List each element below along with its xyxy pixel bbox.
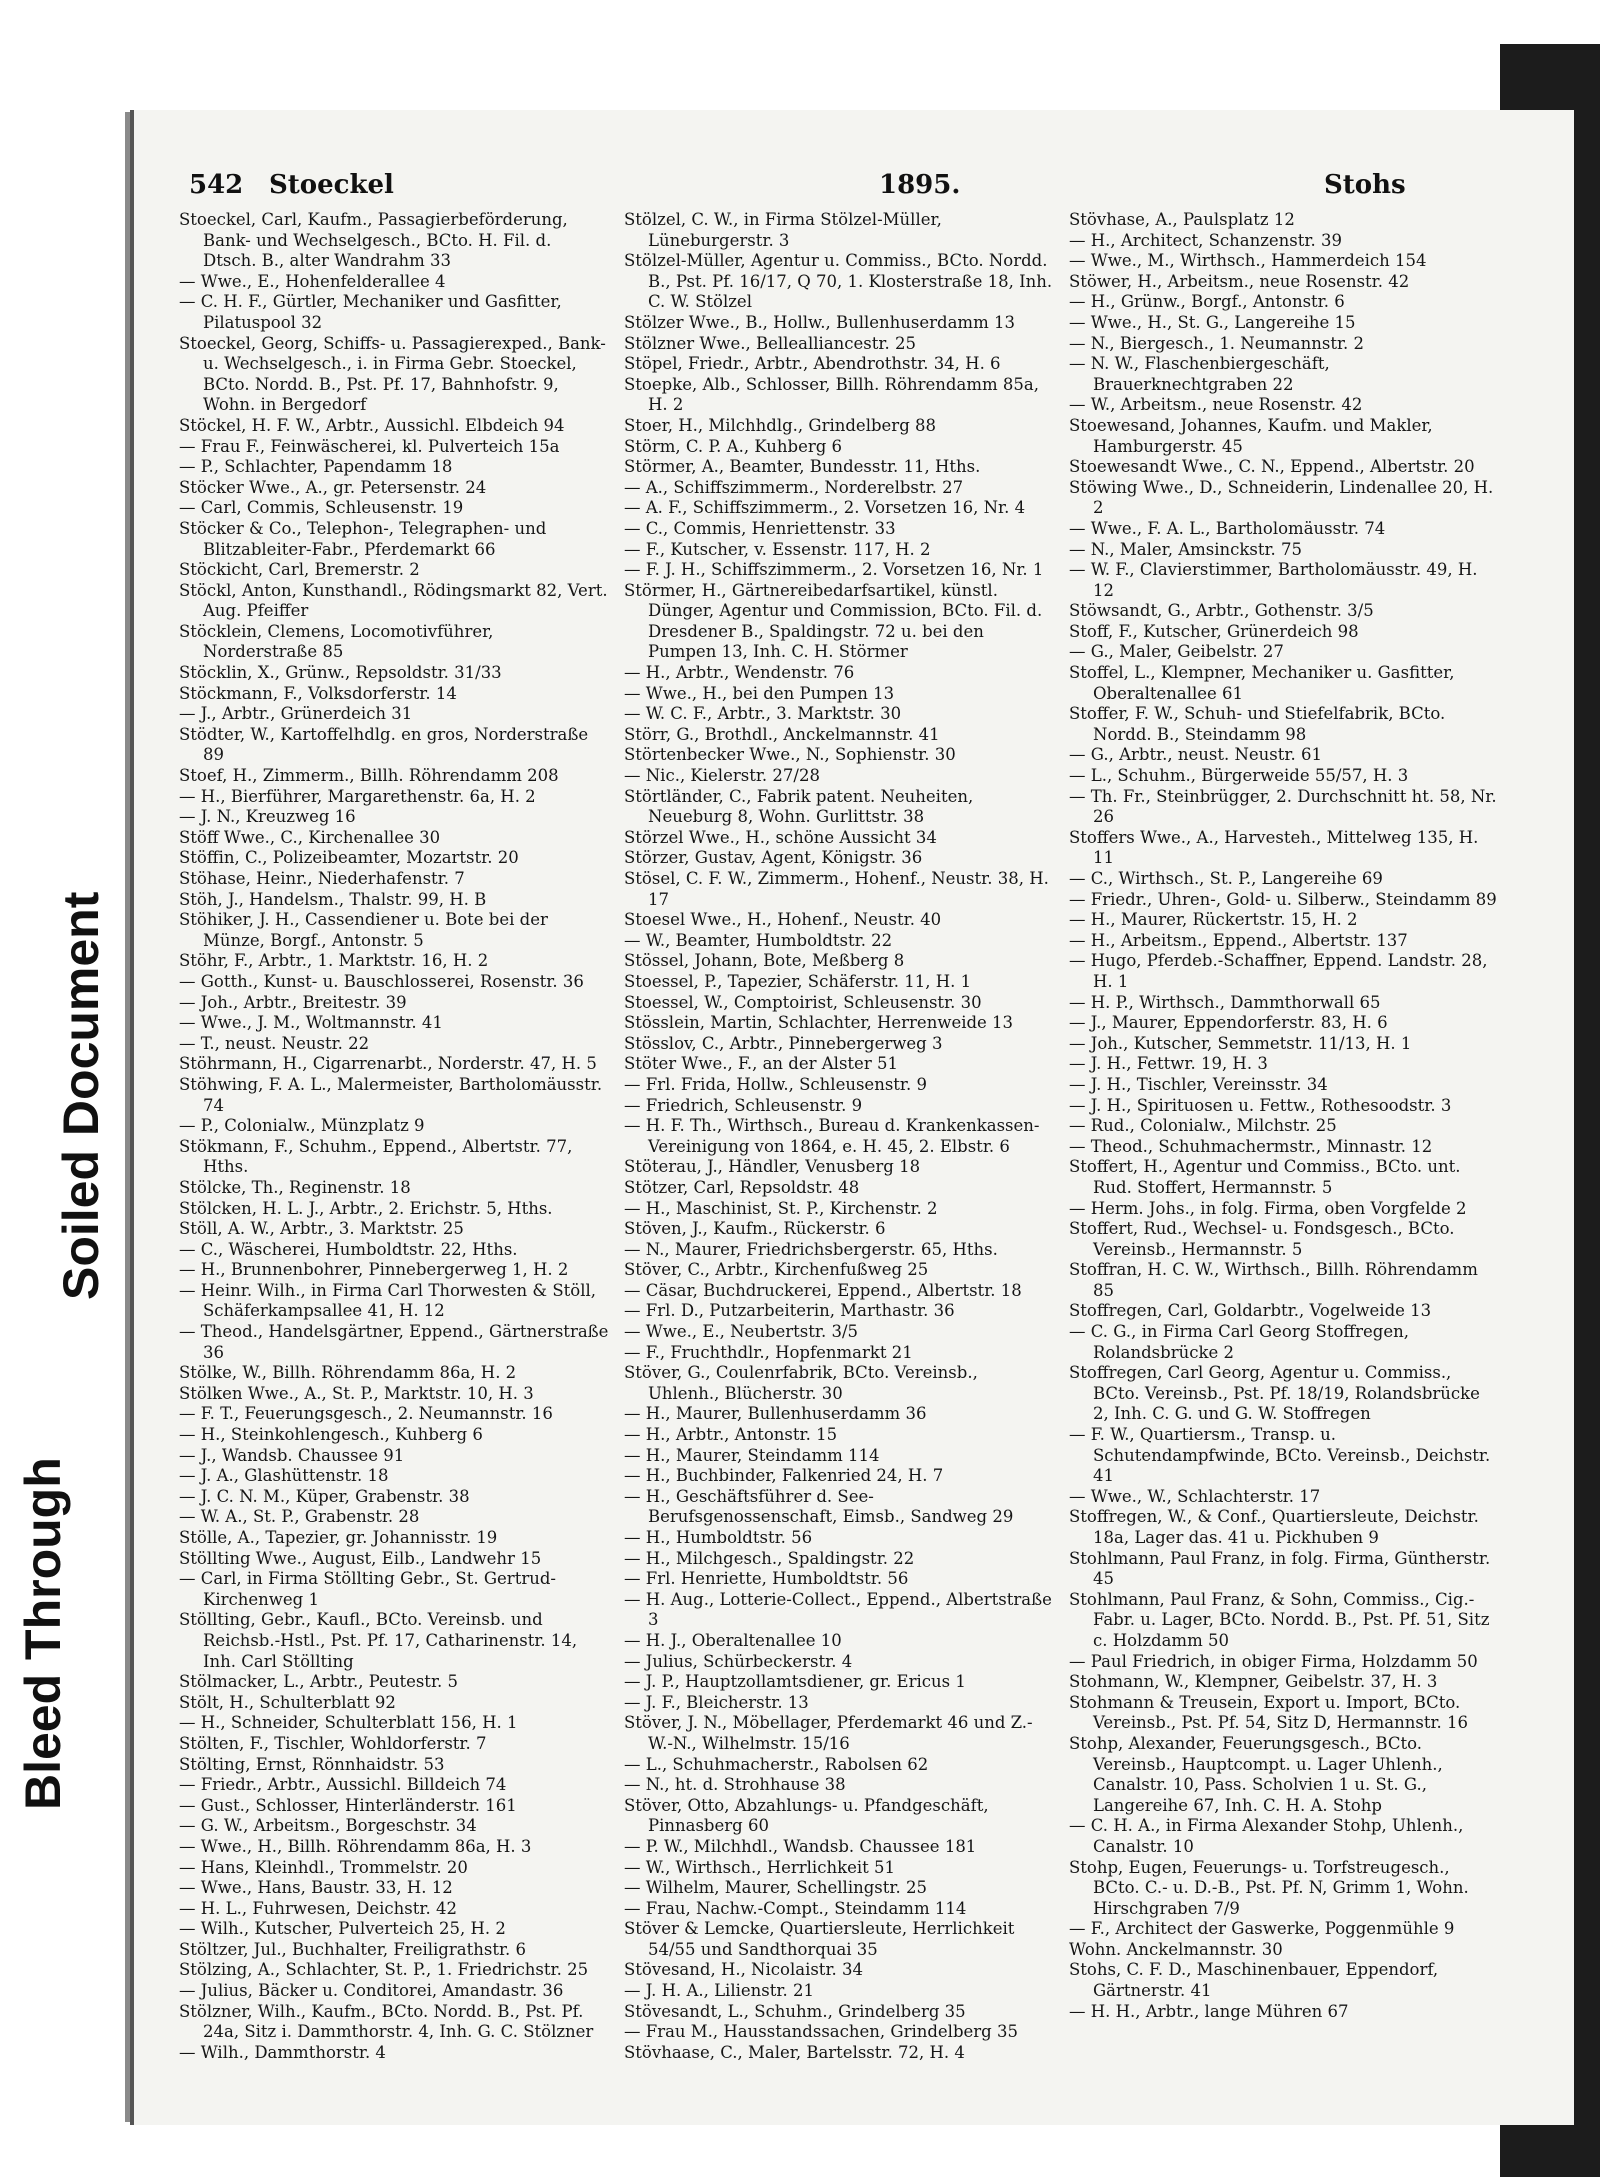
directory-entry: — H. F. Th., Wirthsch., Bureau d. Krankenkassen-Vereinigung von 1864, e. H. 45, 2. Elbstr. 6 [624,1116,1040,1156]
directory-entry: — J. P., Hauptzollamtsdiener, gr. Ericus 1 [624,1672,966,1692]
directory-entry: — Frl. D., Putzarbeiterin, Marthastr. 36 [624,1301,955,1321]
directory-entry: Stoesel Wwe., H., Hohenf., Neustr. 40 [624,910,942,930]
directory-entry: — Frl. Henriette, Humboldtstr. 56 [624,1569,909,1589]
scan-annotation [0,0,128,2177]
soiled-document-label: Soiled Document [53,891,109,1300]
directory-entry: — N., Maurer, Friedrichsbergerstr. 65, Hths. [624,1239,998,1259]
directory-entry: — Frl. Frida, Hollw., Schleusenstr. 9 [624,1074,927,1094]
directory-entry: — Hugo, Pferdeb.-Schaffner, Eppend. Landstr. 28, H. 1 [1069,951,1488,991]
directory-entry: — L., Schuhm., Bürgerweide 55/57, H. 3 [1069,766,1409,786]
directory-entry: — Joh., Arbtr., Breitestr. 39 [179,992,407,1012]
directory-entry: — G., Maler, Geibelstr. 27 [1069,642,1284,662]
directory-entry: Stöver, J. N., Möbellager, Pferdemarkt 46 und Z.-W.-N., Wilhelmstr. 15/16 [624,1713,1033,1753]
directory-entry: Stölzner Wwe., Bellealliancestr. 25 [624,333,916,353]
directory-entry: Stöpel, Friedr., Arbtr., Abendrothstr. 34, H. 6 [624,354,1001,374]
directory-entry: — Nic., Kielerstr. 27/28 [624,766,820,786]
directory-entry: — F. J. H., Schiffszimmerm., 2. Vorsetzen 16, Nr. 1 [624,560,1044,580]
directory-entry: Stöckmann, F., Volksdorferstr. 14 [179,683,457,703]
directory-entry: — H., Arbtr., Antonstr. 15 [624,1425,838,1445]
directory-entry: Wohn. Anckelmannstr. 30 [1069,1939,1283,1959]
bleed-through-label: Bleed Through [15,1457,71,1810]
directory-entry: Stölten, F., Tischler, Wohldorferstr. 7 [179,1733,487,1753]
directory-entry: Stöver, Otto, Abzahlungs- u. Pfandgeschäft, Pinnasberg 60 [624,1795,989,1836]
directory-entry: — Wwe., Hans, Baustr. 33, H. 12 [179,1878,453,1898]
directory-entry: Stöhr, F., Arbtr., 1. Marktstr. 16, H. 2 [179,951,489,971]
directory-entry: Stöckl, Anton, Kunsthandl., Rödingsmarkt 82, Vert. Aug. Pfeiffer [179,580,608,621]
directory-entry: — Wwe., W., Schlachterstr. 17 [1069,1486,1321,1506]
directory-entry: — Frau M., Hausstandssachen, Grindelberg 35 [624,2022,1018,2042]
directory-entry: — Gotth., Kunst- u. Bauschlosserei, Rosenstr. 36 [179,971,584,991]
directory-entry: Stöhiker, J. H., Cassendiener u. Bote bei der Münze, Borgf., Antonstr. 5 [179,910,548,950]
directory-entry: — W. C. F., Arbtr., 3. Marktstr. 30 [624,704,902,724]
directory-entry: Stöltzer, Jul., Buchhalter, Freiligrathstr. 6 [179,1939,527,1959]
directory-entry: — Carl, in Firma Stöllting Gebr., St. Gertrud-Kirchenweg 1 [179,1569,556,1609]
directory-entry: — H., Maurer, Bullenhuserdamm 36 [624,1404,927,1424]
directory-entry: — H., Maurer, Rückertstr. 15, H. 2 [1069,910,1358,930]
directory-entry: — H., Geschäftsführer d. See-Berufsgenossenschaft, Eimsb., Sandweg 29 [624,1486,1014,1527]
directory-entry: Stoeckel, Georg, Schiffs- u. Passagierexped., Bank- u. Wechselgesch., i. in Firma Gebr. Stoeckel, BCto. Nordd. B., Pst. Pf. 17, Bahnhofstr. 9, Wohn. in Bergedorf [179,333,606,415]
directory-entry: Stövhaase, C., Maler, Bartelsstr. 72, H. 4 [624,2042,965,2062]
directory-entry: Stoewesand, Johannes, Kaufm. und Makler, Hamburgerstr. 45 [1069,415,1433,456]
directory-entry: — Theod., Schuhmachermstr., Minnastr. 12 [1069,1136,1433,1156]
directory-entry: — F. T., Feuerungsgesch., 2. Neumannstr. 16 [179,1404,553,1424]
directory-entry: Stoffert, Rud., Wechsel- u. Fondsgesch., BCto. Vereinsb., Hermannstr. 5 [1069,1219,1455,1259]
directory-entry: Stössel, Johann, Bote, Meßberg 8 [624,951,905,971]
directory-entry: — H. L., Fuhrwesen, Deichstr. 42 [179,1898,457,1918]
directory-entry: Stoepke, Alb., Schlosser, Billh. Röhrendamm 85a, H. 2 [624,374,1039,415]
directory-entry: Stöwsandt, G., Arbtr., Gothenstr. 3/5 [1069,601,1374,621]
directory-entry: — Wilh., Dammthorstr. 4 [179,2042,386,2062]
directory-entry: Stöckicht, Carl, Bremerstr. 2 [179,560,420,580]
directory-entry: — F., Kutscher, v. Essenstr. 117, H. 2 [624,539,931,559]
directory-entry: — W., Wirthsch., Herrlichkeit 51 [624,1857,895,1877]
right-heading: Stohs [1324,170,1406,200]
directory-entry: Stölzel, C. W., in Firma Stölzel-Müller, Lüneburgerstr. 3 [624,210,942,250]
directory-entry: — A., Schiffszimmerm., Norderelbstr. 27 [624,477,964,497]
directory-entry: — J. N., Kreuzweg 16 [179,807,356,827]
directory-entry: — H., Maschinist, St. P., Kirchenstr. 2 [624,1198,938,1218]
directory-entry: — F. W., Quartiersm., Transp. u. Schutendampfwinde, BCto. Vereinsb., Deichstr. 41 [1069,1425,1491,1486]
directory-entry: Stölt, H., Schulterblatt 92 [179,1692,396,1712]
left-heading: Stoeckel [269,170,394,200]
directory-entry: Stöwer, H., Arbeitsm., neue Rosenstr. 42 [1069,271,1410,291]
directory-entry: Stöllting Wwe., August, Eilb., Landwehr 15 [179,1548,542,1568]
column-2 [624,210,1054,2063]
directory-entry: — Julius, Schürbeckerstr. 4 [624,1651,853,1671]
directory-entry: — J. F., Bleicherstr. 13 [624,1692,809,1712]
directory-entry: — C., Wirthsch., St. P., Langereihe 69 [1069,869,1383,888]
directory-entry: — H., Architect, Schanzenstr. 39 [1069,230,1342,250]
directory-entry: Stoffregen, Carl Georg, Agentur u. Commiss., BCto. Vereinsb., Pst. Pf. 18/19, Rolandsbrücke 2, Inh. C. G. und G. W. Stoffregen [1069,1363,1480,1424]
directory-entry: — W. A., St. P., Grabenstr. 28 [179,1507,420,1527]
directory-entry: — H., Humboldtstr. 56 [624,1528,813,1547]
directory-entry: Störtländer, C., Fabrik patent. Neuheiten, Neueburg 8, Wohn. Gurlittstr. 38 [624,786,974,827]
directory-entry: Stöver, C., Arbtr., Kirchenfußweg 25 [624,1260,929,1280]
directory-entry: Stöcker & Co., Telephon-, Telegraphen- und Blitzableiter-Fabr., Pferdemarkt 66 [179,518,547,559]
directory-entry: Stölke, W., Billh. Röhrendamm 86a, H. 2 [179,1363,517,1383]
directory-entry: — P., Schlachter, Papendamm 18 [179,457,453,477]
directory-entry: Stoffregen, W., & Conf., Quartiersleute, Deichstr. 18a, Lager das. 41 u. Pickhuben 9 [1069,1507,1479,1547]
directory-entry: Stöff Wwe., C., Kirchenallee 30 [179,827,441,847]
directory-entry: Stohmann, W., Klempner, Geibelstr. 37, H. 3 [1069,1672,1438,1692]
directory-entry: — J. A., Glashüttenstr. 18 [179,1466,389,1486]
directory-entry: — Frau F., Feinwäscherei, kl. Pulverteich 15a [179,436,560,456]
directory-entry: Stöhrmann, H., Cigarrenarbt., Norderstr. 47, H. 5 [179,1054,597,1074]
directory-entry: Stötzer, Carl, Repsoldstr. 48 [624,1177,860,1197]
directory-entry: Stölzner, Wilh., Kaufm., BCto. Nordd. B., Pst. Pf. 24a, Sitz i. Dammthorstr. 4, Inh. G. C. Stölzner [179,2001,594,2042]
directory-entry: — W. F., Clavierstimmer, Bartholomäusstr. 49, H. 12 [1069,560,1478,600]
directory-entry: Stoffregen, Carl, Goldarbtr., Vogelweide 13 [1069,1301,1432,1321]
directory-entry: Stöter Wwe., F., an der Alster 51 [624,1054,898,1074]
directory-entry: — Wwe., E., Neubertstr. 3/5 [624,1322,858,1342]
directory-entry: Stövhase, A., Paulsplatz 12 [1069,210,1295,229]
directory-entry: — Theod., Handelsgärtner, Eppend., Gärtnerstraße 36 [179,1322,609,1362]
directory-entry: — J. H., Tischler, Vereinsstr. 34 [1069,1074,1328,1094]
directory-entry: — Th. Fr., Steinbrügger, 2. Durchschnitt ht. 58, Nr. 26 [1069,786,1497,827]
directory-entry: — Wwe., H., St. G., Langereihe 15 [1069,312,1356,332]
directory-entry: — H., Bierführer, Margarethenstr. 6a, H. 2 [179,786,536,806]
directory-entry: Stölmacker, L., Arbtr., Peutestr. 5 [179,1672,459,1692]
directory-entry: — N., Maler, Amsinckstr. 75 [1069,539,1303,559]
directory-entry: Stöckel, H. F. W., Arbtr., Aussichl. Elbdeich 94 [179,415,565,435]
directory-entry: — H. P., Wirthsch., Dammthorwall 65 [1069,992,1381,1012]
directory-entry: — H., Buchbinder, Falkenried 24, H. 7 [624,1466,944,1486]
directory-entry: Stoessel, W., Comptoirist, Schleusenstr. 30 [624,992,982,1012]
directory-entry: Stöwing Wwe., D., Schneiderin, Lindenallee 20, H. 2 [1069,477,1494,518]
directory-entry: — C. H. A., in Firma Alexander Stohp, Uhlenh., Canalstr. 10 [1069,1816,1464,1856]
directory-entry: — Wwe., F. A. L., Bartholomäusstr. 74 [1069,518,1386,538]
directory-entry: — N., ht. d. Strohhause 38 [624,1775,846,1795]
directory-entry: — C., Wäscherei, Humboldtstr. 22, Hths. [179,1239,518,1259]
directory-entry: Stöffin, C., Polizeibeamter, Mozartstr. 20 [179,848,519,868]
directory-entry: — Wilhelm, Maurer, Schellingstr. 25 [624,1878,927,1898]
directory-entry: — H., Brunnenbohrer, Pinnebergerweg 1, H. 2 [179,1260,569,1280]
directory-entry: Stödter, W., Kartoffelhdlg. en gros, Norderstraße 89 [179,724,589,765]
year-heading: 1895. [879,170,961,200]
directory-entry: Stölzing, A., Schlachter, St. P., 1. Friedrichstr. 25 [179,1960,589,1980]
directory-entry: — H., Milchgesch., Spaldingstr. 22 [624,1548,915,1568]
directory-entry: Stölting, Ernst, Rönnhaidstr. 53 [179,1754,445,1774]
directory-entry: — C., Commis, Henriettenstr. 33 [624,518,896,538]
directory-entry: — N. W., Flaschenbiergeschäft, Brauerknechtgraben 22 [1069,354,1330,394]
directory-entry: — H. H., Arbtr., lange Mühren 67 [1069,2001,1349,2021]
directory-entry: — Wwe., H., bei den Pumpen 13 [624,683,895,703]
directory-entry: Stoer, H., Milchhdlg., Grindelberg 88 [624,415,936,435]
directory-entry: — N., Biergesch., 1. Neumannstr. 2 [1069,333,1365,353]
directory-entry: Stölcken, H. L. J., Arbtr., 2. Erichstr. 5, Hths. [179,1198,553,1218]
directory-entry: — G. W., Arbeitsm., Borgeschstr. 34 [179,1816,477,1836]
directory-entry: — G., Arbtr., neust. Neustr. 61 [1069,745,1322,765]
directory-entry: — W., Beamter, Humboldtstr. 22 [624,930,893,950]
directory-entry: Stöll, A. W., Arbtr., 3. Marktstr. 25 [179,1219,464,1239]
directory-entry: — W., Arbeitsm., neue Rosenstr. 42 [1069,395,1363,415]
directory-entry: Stölzel-Müller, Agentur u. Commiss., BCto. Nordd. B., Pst. Pf. 16/17, Q 70, 1. Klosterstraße 18, Inh. C. W. Stölzel [624,251,1053,312]
directory-entry: — Joh., Kutscher, Semmetstr. 11/13, H. 1 [1069,1033,1412,1053]
directory-entry: — Cäsar, Buchdruckerei, Eppend., Albertstr. 18 [624,1280,1022,1300]
directory-entry: Stoffer, F. W., Schuh- und Stiefelfabrik, BCto. Nordd. B., Steindamm 98 [1069,704,1446,744]
column-1 [179,210,609,2063]
directory-page [130,110,1574,2125]
directory-entry: — F., Architect der Gaswerke, Poggenmühle 9 [1069,1919,1455,1939]
directory-entry: — Friedrich, Schleusenstr. 9 [624,1095,863,1115]
directory-entry: Stoffel, L., Klempner, Mechaniker u. Gasfitter, Oberaltenallee 61 [1069,663,1455,703]
directory-entry: Stoeckel, Carl, Kaufm., Passagierbeförderung, Bank- und Wechselgesch., BCto. H. Fil. d. Dtsch. B., alter Wandrahm 33 [179,210,568,271]
directory-entry: Stöven, J., Kaufm., Rückerstr. 6 [624,1219,886,1239]
directory-entry: — Friedr., Uhren-, Gold- u. Silberw., Steindamm 89 [1069,889,1497,909]
directory-entry: — Rud., Colonialw., Milchstr. 25 [1069,1116,1337,1136]
directory-entry: — Wwe., E., Hohenfelderallee 4 [179,271,446,291]
directory-entry: — L., Schuhmacherstr., Rabolsen 62 [624,1754,929,1774]
directory-entry: Störr, G., Brothdl., Anckelmannstr. 41 [624,724,940,744]
directory-entry: — H., Grünw., Borgf., Antonstr. 6 [1069,292,1345,312]
directory-entry: — J., Wandsb. Chaussee 91 [179,1445,405,1465]
directory-entry: Stohp, Alexander, Feuerungsgesch., BCto. Vereinsb., Hauptcompt. u. Lager Uhlenh., Canalstr. 10, Pass. Scholvien 1 u. St. G., Langereihe 67, Inh. C. H. A. Stohp [1069,1733,1443,1815]
directory-entry: Stösslein, Martin, Schlachter, Herrenweide 13 [624,1013,1014,1033]
directory-entry: — Herm. Johs., in folg. Firma, oben Vorgfelde 2 [1069,1198,1467,1218]
directory-entry: — H., Arbeitsm., Eppend., Albertstr. 137 [1069,930,1408,950]
directory-entry: — H., Steinkohlengesch., Kuhberg 6 [179,1425,483,1445]
directory-entry: — Friedr., Arbtr., Aussichl. Billdeich 74 [179,1775,507,1795]
directory-entry: Störmer, H., Gärtnereibedarfsartikel, künstl. Dünger, Agentur und Commission, BCto. Fil. d. Dresdener B., Spaldingstr. 72 u. bei den Pumpen 13, Inh. C. H. Störmer [624,580,1043,662]
directory-entry: Stoff, F., Kutscher, Grünerdeich 98 [1069,621,1359,641]
directory-entry: Stoffers Wwe., A., Harvesteh., Mittelweg 135, H. 11 [1069,827,1479,868]
directory-entry: Stöllting, Gebr., Kaufl., BCto. Vereinsb. und Reichsb.-Hstl., Pst. Pf. 17, Catharinenstr. 14, Inh. Carl Stöllting [179,1610,578,1671]
directory-entry: Störmer, A., Beamter, Bundesstr. 11, Hths. [624,457,981,477]
directory-entry: Stölle, A., Tapezier, gr. Johannisstr. 19 [179,1528,498,1547]
directory-entry: Stohp, Eugen, Feuerungs- u. Torfstreugesch., BCto. C.- u. D.-B., Pst. Pf. N, Grimm 1, Wohn. Hirschgraben 7/9 [1069,1857,1469,1918]
directory-entry: Stoffert, H., Agentur und Commiss., BCto. unt. Rud. Stoffert, Hermannstr. 5 [1069,1157,1461,1197]
directory-entry: Stöhwing, F. A. L., Malermeister, Bartholomäusstr. 74 [179,1074,603,1115]
directory-entry: — Wilh., Kutscher, Pulverteich 25, H. 2 [179,1919,506,1939]
directory-entry: — Frau, Nachw.-Compt., Steindamm 114 [624,1898,967,1918]
directory-entry: Stölcke, Th., Reginenstr. 18 [179,1177,411,1197]
directory-entry: — J. H., Fettwr. 19, H. 3 [1069,1054,1268,1074]
directory-entry: — Wwe., H., Billh. Röhrendamm 86a, H. 3 [179,1836,532,1856]
directory-entry: Stöterau, J., Händler, Venusberg 18 [624,1157,921,1177]
directory-entry: Stoffran, H. C. W., Wirthsch., Billh. Röhrendamm 85 [1069,1260,1478,1300]
directory-entry: Stoessel, P., Tapezier, Schäferstr. 11, H. 1 [624,971,972,991]
directory-entry: Störm, C. P. A., Kuhberg 6 [624,436,843,456]
directory-entry: Stösslov, C., Arbtr., Pinnebergerweg 3 [624,1033,943,1053]
directory-entry: — Gust., Schlosser, Hinterländerstr. 161 [179,1795,517,1815]
directory-entry: — J. H. A., Lilienstr. 21 [624,1981,814,2001]
directory-entry: — Paul Friedrich, in obiger Firma, Holzdamm 50 [1069,1651,1478,1671]
directory-entry: — P., Colonialw., Münzplatz 9 [179,1116,425,1136]
directory-entry: — Wwe., J. M., Woltmannstr. 41 [179,1013,443,1033]
directory-entry: Stoewesandt Wwe., C. N., Eppend., Albertstr. 20 [1069,457,1475,477]
directory-entry: — T., neust. Neustr. 22 [179,1033,370,1053]
directory-entry: Stohlmann, Paul Franz, & Sohn, Commiss., Cig.-Fabr. u. Lager, BCto. Nordd. B., Pst. Pf. 51, Sitz c. Holzdamm 50 [1069,1589,1490,1650]
page-number: 542 [189,170,244,200]
directory-entry: — Carl, Commis, Schleusenstr. 19 [179,498,464,518]
directory-entry: — Heinr. Wilh., in Firma Carl Thorwesten & Stöll, Schäferkampsallee 41, H. 12 [179,1280,596,1321]
directory-entry: Stösel, C. F. W., Zimmerm., Hohenf., Neustr. 38, H. 17 [624,869,1049,909]
directory-entry: Stöver & Lemcke, Quartiersleute, Herrlichkeit 54/55 und Sandthorquai 35 [624,1919,1015,1959]
directory-entry: — Wwe., M., Wirthsch., Hammerdeich 154 [1069,251,1427,271]
directory-entry: — J. C. N. M., Küper, Grabenstr. 38 [179,1486,470,1506]
directory-entry: — J., Arbtr., Grünerdeich 31 [179,704,413,724]
directory-entry: Stohlmann, Paul Franz, in folg. Firma, Güntherstr. 45 [1069,1548,1491,1589]
column-3 [1069,210,1499,2022]
directory-entry: Stölzer Wwe., B., Hollw., Bullenhuserdamm 13 [624,312,1015,332]
directory-entry: — H., Arbtr., Wendenstr. 76 [624,663,855,683]
directory-entry: Stökmann, F., Schuhm., Eppend., Albertstr. 77, Hths. [179,1136,573,1177]
directory-entry: Stohmann & Treusein, Export u. Import, BCto. Vereinsb., Pst. Pf. 54, Sitz D, Hermannstr. 16 [1069,1692,1469,1733]
directory-entry: — H. J., Oberaltenallee 10 [624,1630,842,1650]
directory-entry: — F., Fruchthdlr., Hopfenmarkt 21 [624,1342,913,1362]
directory-entry: — H., Schneider, Schulterblatt 156, H. 1 [179,1713,518,1733]
directory-entry: — Hans, Kleinhdl., Trommelstr. 20 [179,1857,468,1877]
directory-entry: Stohs, C. F. D., Maschinenbauer, Eppendorf, Gärtnerstr. 41 [1069,1960,1439,2001]
directory-entry: — Julius, Bäcker u. Conditorei, Amandastr. 36 [179,1981,564,2001]
directory-entry: Störzer, Gustav, Agent, Königstr. 36 [624,848,923,868]
directory-entry: Störzel Wwe., H., schöne Aussicht 34 [624,827,937,847]
directory-entry: Stöcklein, Clemens, Locomotivführer, Norderstraße 85 [179,621,494,662]
directory-entry: — P. W., Milchhdl., Wandsb. Chaussee 181 [624,1836,977,1856]
directory-entry: Stöh, J., Handelsm., Thalstr. 99, H. B [179,889,487,909]
directory-entry: — C. H. F., Gürtler, Mechaniker und Gasfitter, Pilatuspool 32 [179,292,562,332]
directory-entry: — C. G., in Firma Carl Georg Stoffregen, Rolandsbrücke 2 [1069,1322,1409,1362]
directory-entry: — A. F., Schiffszimmerm., 2. Vorsetzen 16, Nr. 4 [624,498,1026,518]
directory-entry: Störtenbecker Wwe., N., Sophienstr. 30 [624,745,956,765]
directory-entry: — J., Maurer, Eppendorferstr. 83, H. 6 [1069,1013,1388,1033]
directory-entry: Stöhase, Heinr., Niederhafenstr. 7 [179,869,465,888]
directory-entry: Stöcker Wwe., A., gr. Petersenstr. 24 [179,477,487,497]
directory-entry: — H. Aug., Lotterie-Collect., Eppend., Albertstraße 3 [624,1589,1052,1630]
directory-entry: Stoef, H., Zimmerm., Billh. Röhrendamm 208 [179,766,559,786]
directory-entry: — H., Maurer, Steindamm 114 [624,1445,880,1465]
directory-entry: Stövesand, H., Nicolaistr. 34 [624,1960,864,1980]
directory-entry: Stöcklin, X., Grünw., Repsoldstr. 31/33 [179,663,502,683]
directory-entry: Stöver, G., Coulenrfabrik, BCto. Vereinsb., Uhlenh., Blücherstr. 30 [624,1363,978,1403]
directory-entry: Stövesandt, L., Schuhm., Grindelberg 35 [624,2001,966,2021]
directory-entry: Stölken Wwe., A., St. P., Marktstr. 10, H. 3 [179,1383,534,1403]
directory-entry: — J. H., Spirituosen u. Fettw., Rothesoodstr. 3 [1069,1095,1452,1115]
